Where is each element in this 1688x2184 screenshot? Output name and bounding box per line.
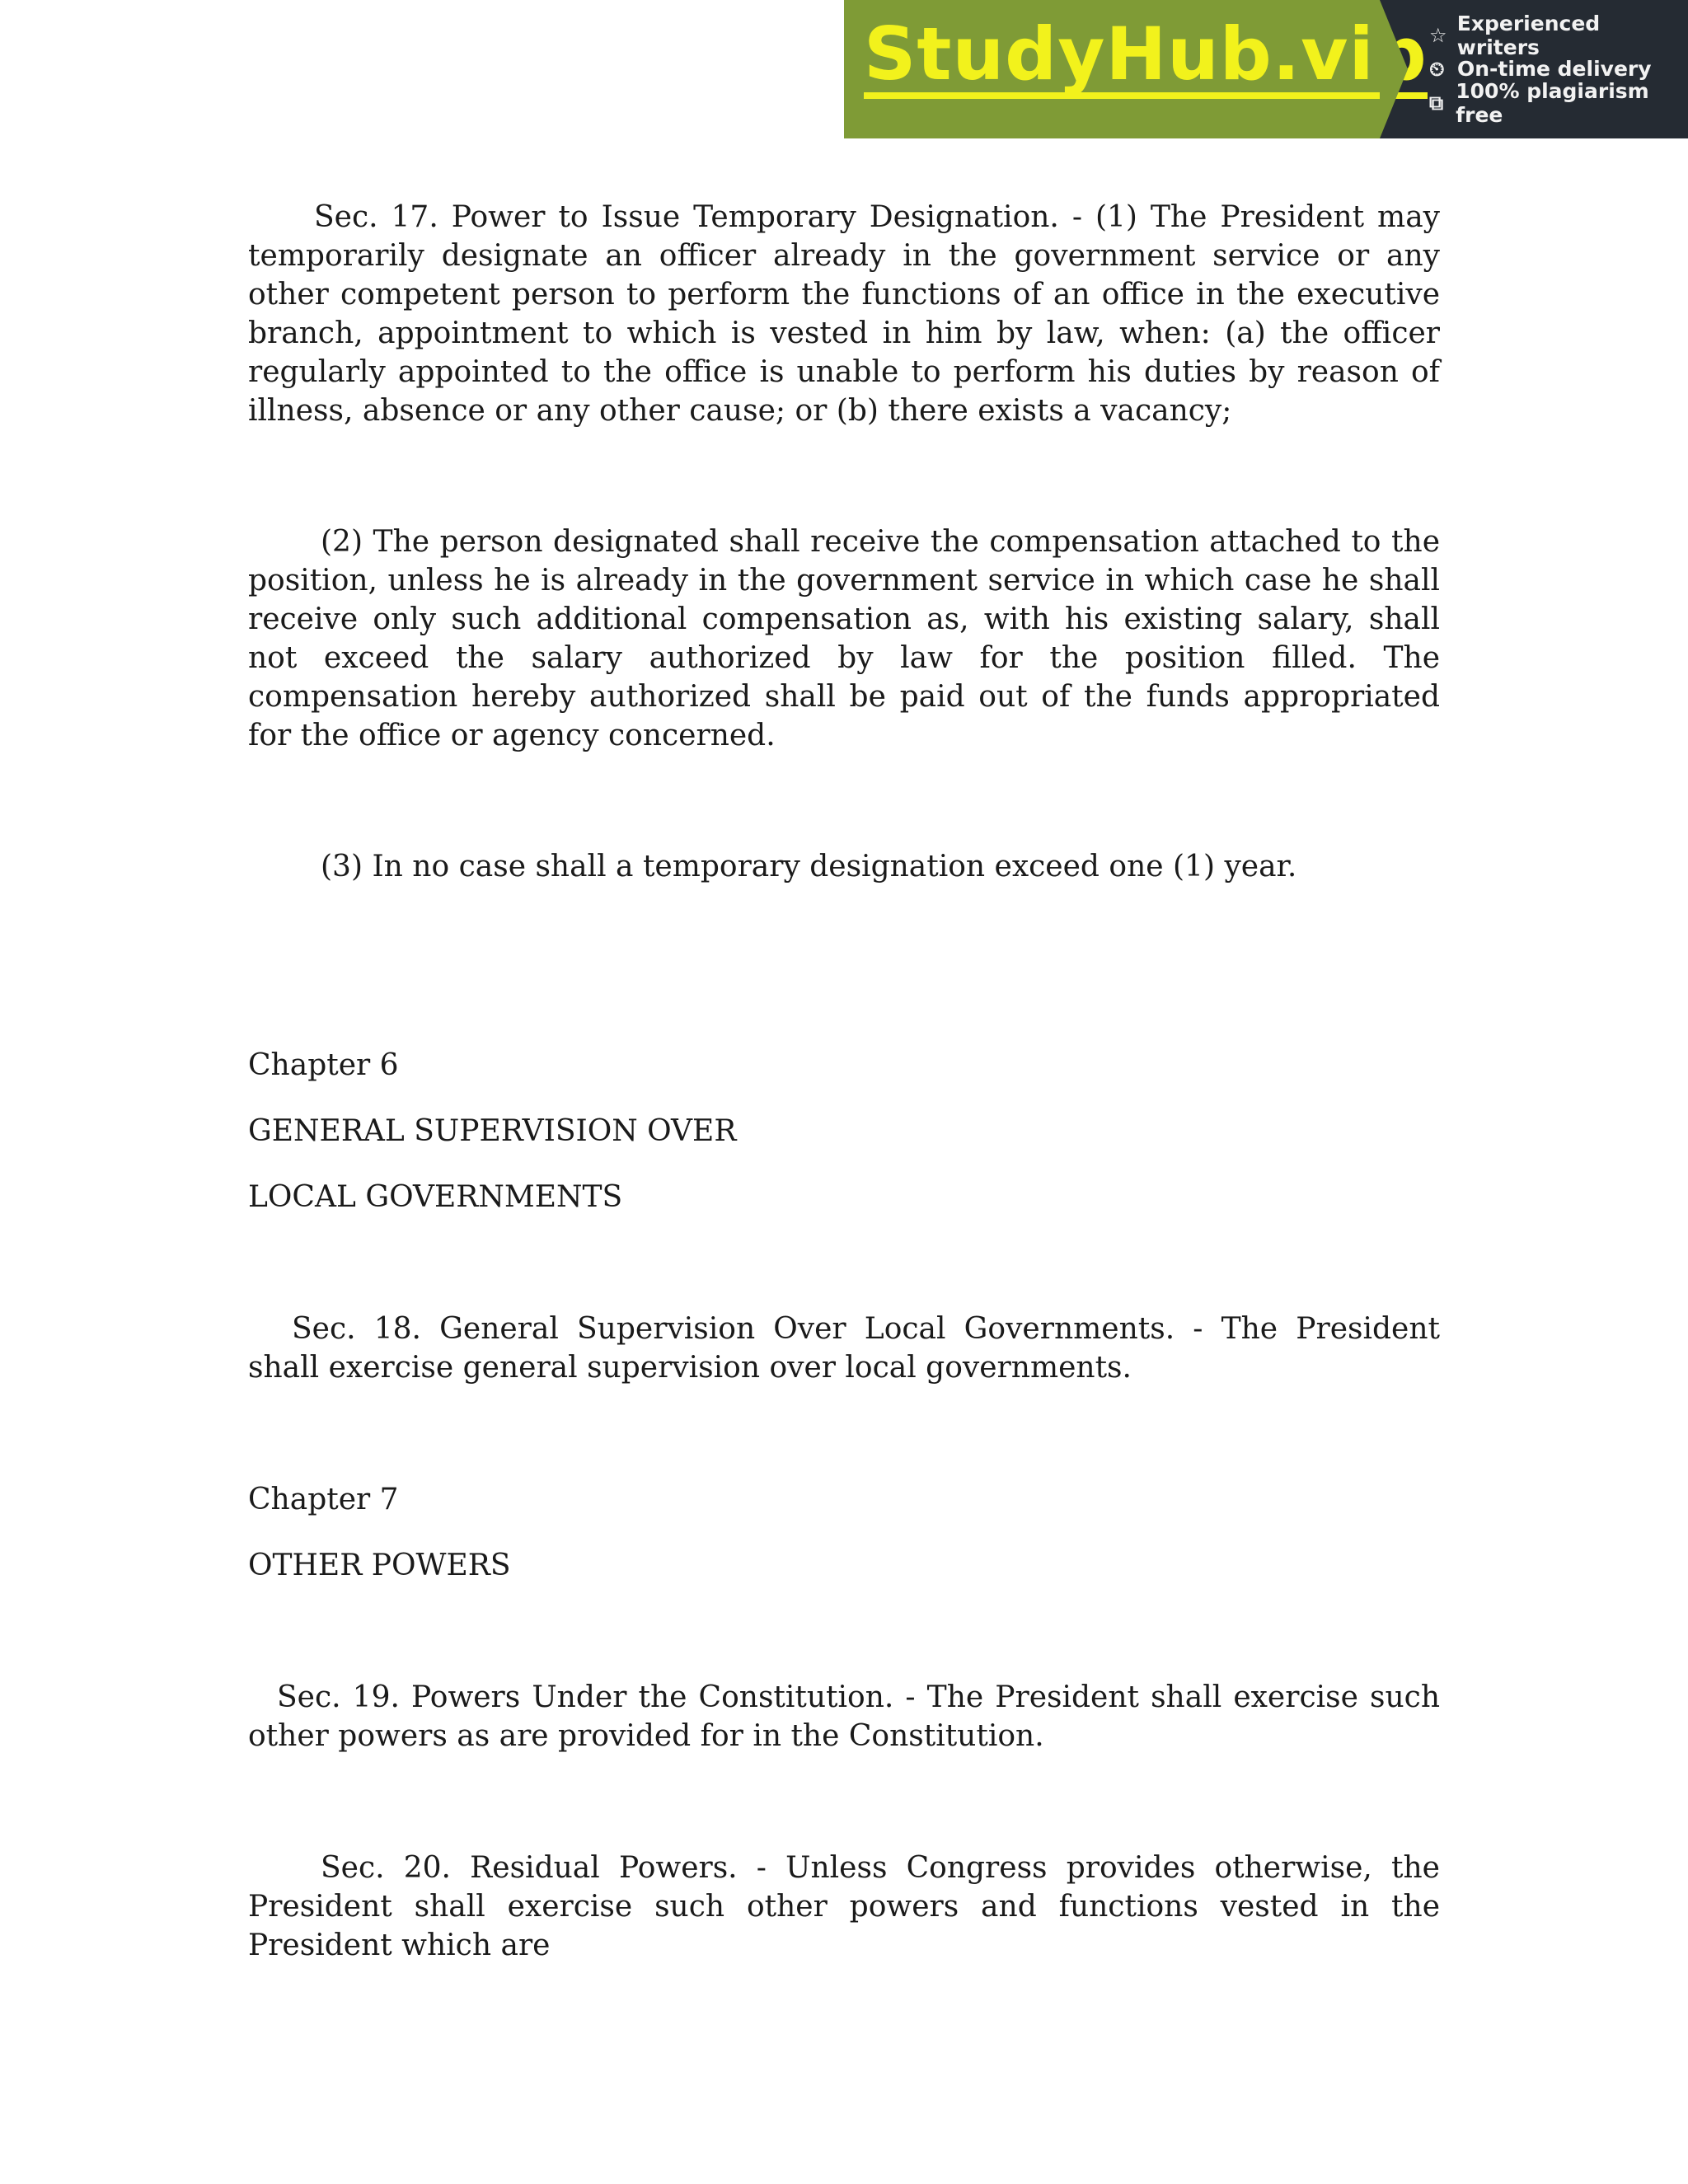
banner-notch (1380, 0, 1408, 138)
document-body (248, 198, 1440, 1965)
studyhub-logo[interactable]: StudyHub.vip (864, 18, 1428, 99)
copy-icon: ⧉ (1429, 91, 1444, 115)
feature-plagiarism-free (1429, 78, 1688, 127)
star-icon: ☆ (1429, 23, 1447, 47)
chapter-6-label: Chapter 6 (248, 1048, 399, 1082)
sec18-paragraph: Sec. 18. General Supervision Over Local Governments. - The President shall exercise general supervision over local governments. (248, 1312, 1440, 1385)
sec17-paragraph-1: Sec. 17. Power to Issue Temporary Designation. - (1) The President may temporarily designate an officer already in the government service or any other competent person to perform the functions of an office in the executive branch, appointment to which is vested in him by law, when: (a) the officer regularly appointed to the office is unable to perform his duties by reason of illness, absence or any other cause; or (b) there exists a vacancy; (248, 200, 1440, 428)
chapter-7-title: OTHER POWERS (248, 1549, 511, 1582)
chapter-6-title-line-1: GENERAL SUPERVISION OVER (248, 1114, 737, 1148)
sec20-paragraph: Sec. 20. Residual Powers. - Unless Congress provides otherwise, the President shall exercise such other powers and functions vested in the President which are (248, 1851, 1440, 1962)
sec17-paragraph-2: (2) The person designated shall receive the compensation attached to the position, unless he is already in the government service in which case he shall receive only such additional compensation as, with his existing salary, shall not exceed the salary authorized by law for the position filled. The compensation hereby authorized shall be paid out of the funds appropriated for the office or agency concerned. (248, 525, 1440, 752)
feature-label: Experienced writers (1456, 11, 1601, 59)
banner-logo-panel (844, 0, 1428, 138)
feature-label: On-time delivery (1457, 57, 1652, 81)
sec17-paragraph-3: (3) In no case shall a temporary designation exceed one (1) year. (321, 850, 1297, 883)
clock-icon: ⏲ (1429, 57, 1445, 81)
studyhub-banner[interactable] (844, 0, 1688, 138)
feature-label: 100% plagiarism free (1456, 78, 1649, 127)
sec19-paragraph: Sec. 19. Powers Under the Constitution. - The President shall exercise such other powers as are provided for in the Constitution. (248, 1680, 1440, 1753)
feature-experienced-writers (1429, 11, 1688, 59)
chapter-6-title-line-2: LOCAL GOVERNMENTS (248, 1180, 623, 1214)
chapter-7-label: Chapter 7 (248, 1483, 399, 1516)
